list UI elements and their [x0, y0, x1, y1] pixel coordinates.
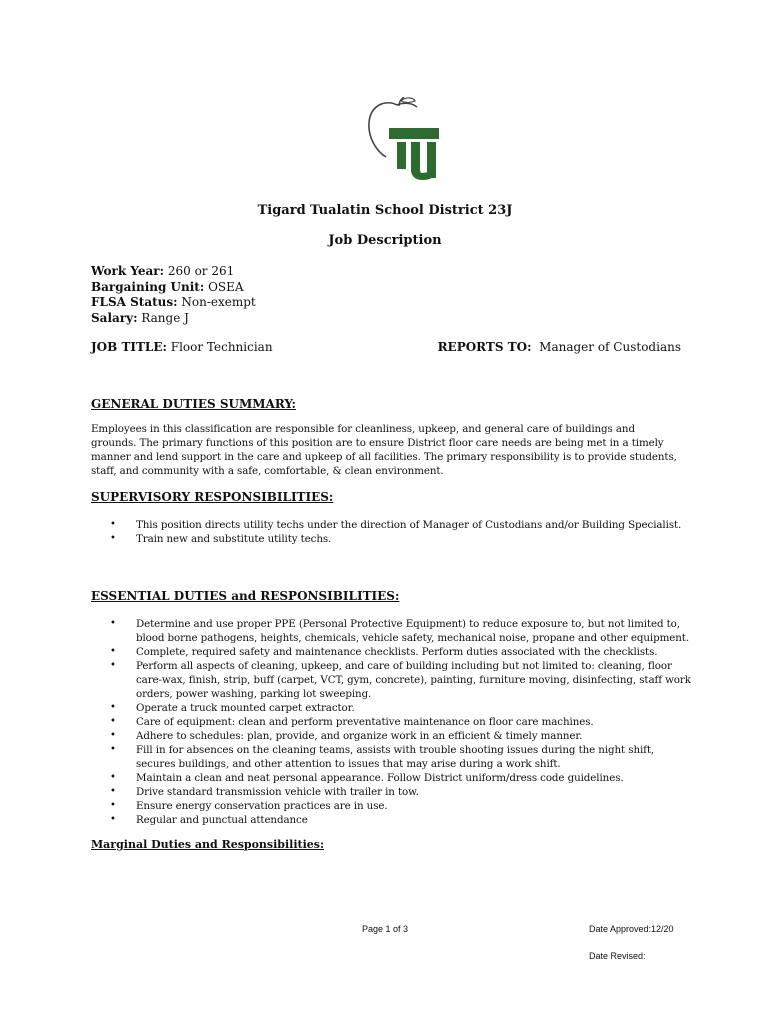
- reports-to: [438, 340, 681, 354]
- supervisory-heading: SUPERVISORY RESPONSIBILITIES:: [91, 490, 334, 504]
- list-item: • Fill in for absences on the cleaning teams, assists with trouble shooting issues during the night shift, secures buildings, and other attention to issues that may arise during a work shift.: [91, 743, 691, 771]
- list-item: • Train new and substitute utility techs.: [91, 532, 691, 546]
- field-label: Work Year:: [91, 264, 165, 278]
- list-item: • Operate a truck mounted carpet extractor.: [91, 701, 691, 715]
- job-title-label: JOB TITLE:: [91, 340, 167, 354]
- list-item: • Maintain a clean and neat personal appearance. Follow District uniform/dress code guidelines.: [91, 771, 691, 785]
- flsa-status-field: [91, 295, 256, 311]
- job-title: [91, 340, 273, 354]
- date-revised: Date Revised:: [589, 951, 646, 961]
- bargaining-unit-field: [91, 280, 256, 296]
- list-item: • Perform all aspects of cleaning, upkeep, and care of building including but not limited to: cleaning, floor care-wax, finish, strip, buff (carpet, VCT, gym, concrete), painting, furniture moving, disinfecting, staff work orders, power washing, parking lot sweeping.: [91, 659, 691, 701]
- date-approved: Date Approved:12/20: [589, 924, 674, 934]
- field-label: Salary:: [91, 310, 138, 325]
- field-value: Non-exempt: [181, 295, 256, 309]
- reports-to-value: Manager of Custodians: [539, 340, 681, 354]
- list-item: • This position directs utility techs under the direction of Manager of Custodians and/or Building Specialist.: [91, 518, 691, 532]
- list-item: • Ensure energy conservation practices are in use.: [91, 799, 691, 813]
- list-item: • Adhere to schedules: plan, provide, and organize work in an efficient & timely manner.: [91, 729, 691, 743]
- list-item: • Care of equipment: clean and perform preventative maintenance on floor care machines.: [91, 715, 691, 729]
- job-title-line: [91, 340, 681, 354]
- marginal-duties-heading: Marginal Duties and Responsibilities:: [91, 838, 325, 851]
- general-duties-text: Employees in this classification are responsible for cleanliness, upkeep, and general care of buildings and grounds. The primary functions of this position are to ensure District floor care needs are being met in a timely manner and lend support in the care and upkeep of all facilities. The primary responsibility is to provide students, staff, and community with a safe, comfortable, & clean environment.: [91, 423, 677, 477]
- list-item: • Regular and punctual attendance: [91, 813, 691, 827]
- essential-duties-heading: ESSENTIAL DUTIES and RESPONSIBILITIES:: [91, 589, 400, 603]
- general-duties-heading: GENERAL DUTIES SUMMARY:: [91, 397, 296, 411]
- list-item: • Determine and use proper PPE (Personal Protective Equipment) to reduce exposure to, but not limited to, blood borne pathogens, heights, chemicals, vehicle safety, mechanical noise, propane and other equipment.: [91, 617, 691, 645]
- organization-title: Tigard Tualatin School District 23J: [257, 203, 513, 218]
- list-item: • Complete, required safety and maintenance checklists. Perform duties associated with the checklists.: [91, 645, 691, 659]
- tigard-tualatin-apple-logo-icon: [364, 97, 444, 183]
- page-number: Page 1 of 3: [362, 924, 409, 934]
- field-value: Range J: [141, 310, 189, 325]
- job-title-value: Floor Technician: [170, 340, 273, 354]
- document-title: Job Description: [328, 233, 442, 248]
- job-fields: [91, 264, 256, 326]
- list-item: • Drive standard transmission vehicle with trailer in tow.: [91, 785, 691, 799]
- field-label: FLSA Status:: [91, 295, 178, 309]
- work-year-field: [91, 264, 256, 280]
- field-value: 260 or 261: [167, 264, 235, 278]
- field-value: OSEA: [208, 279, 244, 294]
- salary-field: [91, 311, 256, 327]
- reports-to-label: REPORTS TO:: [437, 340, 532, 354]
- field-label: Bargaining Unit:: [91, 279, 205, 294]
- supervisory-list: [91, 518, 691, 546]
- essential-duties-list: [91, 617, 691, 827]
